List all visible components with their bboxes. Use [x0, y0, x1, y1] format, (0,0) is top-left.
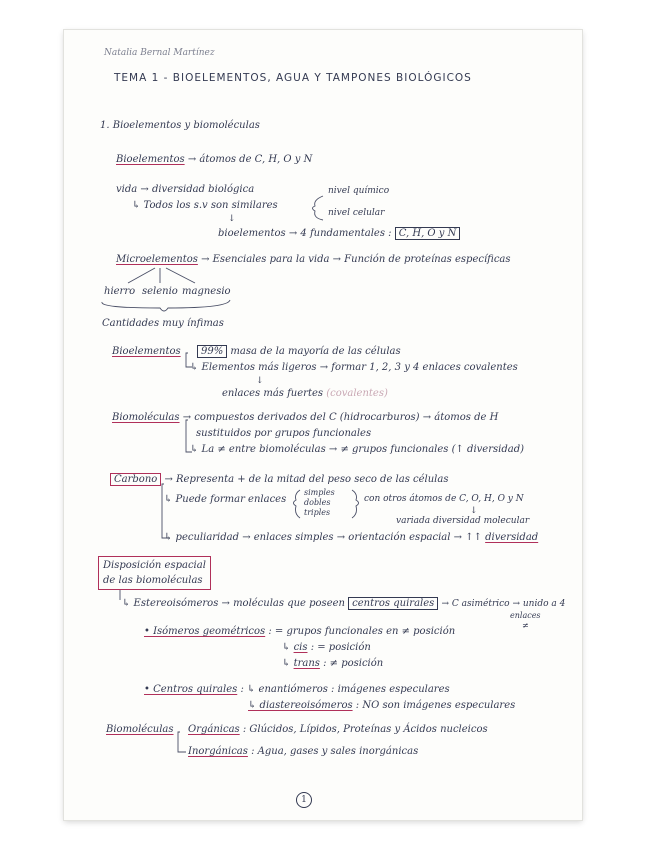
disposicion-line-1: Disposición espacial	[103, 560, 206, 571]
biomoleculas-term: Biomoléculas	[112, 412, 180, 423]
bioelementos-2-line-3	[222, 388, 388, 399]
disposicion-box	[98, 556, 211, 590]
bioelementos-fundamentales: bioelementos → 4 fundamentales :	[218, 228, 392, 239]
carbono-line-3: variada diversidad molecular	[396, 516, 530, 526]
centros-quirales-box: centros quirales	[348, 597, 438, 610]
percent-box: 99%	[197, 345, 227, 358]
nivel-celular: nivel celular	[328, 208, 385, 218]
micro-item-magnesio: magnesio	[182, 286, 231, 297]
bioelementos-term: Bioelementos	[116, 154, 185, 165]
enlaces-word: enlaces	[510, 611, 541, 620]
carbono-text-4: ↳ peculiaridad → enlaces simples → orientación espacial → ↑↑	[164, 532, 482, 543]
inorganicas-line	[188, 746, 418, 757]
enlace-dobles: dobles	[304, 498, 331, 507]
arrow-down-1: ↓	[228, 214, 236, 224]
enlaces-fuertes: enlaces más fuertes	[222, 388, 324, 399]
cis-text: : = posición	[310, 642, 371, 653]
bioelementos-2-line-1	[112, 346, 401, 357]
micro-item-selenio: selenio	[142, 286, 178, 297]
enlace-triples: triples	[304, 508, 331, 517]
estereoisomeros-line	[122, 598, 565, 609]
diastereoisomeros-term: ↳ diastereoisómeros	[248, 700, 353, 711]
carbono-line-4	[164, 532, 538, 543]
biomoleculas-line-1	[112, 412, 498, 423]
isomeros-geometricos-line	[144, 626, 455, 637]
bioelementos-2-term: Bioelementos	[112, 346, 181, 357]
organicas-text: : Glúcidos, Lípidos, Proteínas y Ácidos nucleicos	[242, 724, 488, 735]
section-heading: 1. Bioelementos y biomoléculas	[100, 120, 260, 131]
organicas-line	[188, 724, 488, 735]
cis-line: ↳ cis : = posición	[282, 642, 371, 653]
inorganicas-text: : Agua, gases y sales inorgánicas	[251, 746, 419, 757]
final-term	[106, 724, 174, 735]
not-equal-sign: ≠	[522, 621, 529, 630]
estereoisomeros-text-b: → C asimétrico → unido a 4	[441, 599, 566, 609]
isomeros-geometricos-text: : = grupos funcionales en ≠ posición	[268, 626, 456, 637]
enlace-simples: simples	[304, 488, 335, 497]
biomoleculas-text-1: → compuestos derivados del C (hidrocarburos) → átomos de H	[182, 412, 499, 423]
bioelementos-text: → átomos de C, H, O y N	[187, 154, 313, 165]
bioelementos-2-mass: masa de la mayoría de las células	[230, 346, 401, 357]
trans-text: : ≠ posición	[323, 658, 384, 669]
arrow-down-2: ↓	[256, 376, 264, 386]
inorganicas-term: Inorgánicas	[188, 746, 248, 757]
diversidad-underlined: diversidad	[485, 532, 539, 543]
vida-line-1: vida → diversidad biológica	[116, 184, 255, 195]
arrow-down-3: ↓	[470, 506, 478, 516]
diastereoisomeros-line	[248, 700, 515, 711]
centros-quirales-term: • Centros quirales	[144, 684, 238, 695]
author-name: Natalia Bernal Martínez	[104, 48, 215, 58]
nivel-quimico: nivel químico	[328, 186, 390, 196]
cis-term: cis	[293, 642, 308, 653]
microelementos-line	[116, 254, 511, 265]
estereoisomeros-text: ↳ Estereoisómeros → moléculas que poseen	[122, 598, 345, 609]
biomoleculas-line-2: sustituidos por grupos funcionales	[196, 428, 372, 439]
bioelementos-definition	[116, 154, 312, 165]
vida-line-2: ↳ Todos los s.v son similares	[132, 200, 278, 211]
isomeros-geometricos-term: • Isómeros geométricos	[144, 626, 266, 637]
organicas-term: Orgánicas	[188, 724, 240, 735]
carbono-text-1: → Representa + de la mitad del peso seco de las células	[164, 474, 449, 485]
trans-term: trans	[293, 658, 320, 669]
biomoleculas-final-term: Biomoléculas	[106, 724, 174, 735]
microelementos-term: Microelementos	[116, 254, 198, 265]
carbono-line-2b: con otros átomos de C, O, H, O y N	[364, 494, 524, 504]
chon-box: C, H, O y N	[395, 227, 461, 240]
micro-note: Cantidades muy ínfimas	[102, 318, 224, 329]
page-title: TEMA 1 - BIOELEMENTOS, AGUA Y TAMPONES BIOLÓGICOS	[114, 72, 472, 84]
biomoleculas-line-3: ↳ La ≠ entre biomoléculas → ≠ grupos funcionales (↑ diversidad)	[190, 444, 525, 455]
carbono-line-2: ↳ Puede formar enlaces	[164, 494, 287, 505]
vida-line-3	[218, 228, 460, 239]
trans-line: ↳ trans : ≠ posición	[282, 658, 384, 669]
micro-item-hierro: hierro	[104, 286, 136, 297]
centros-quirales-line	[144, 684, 450, 695]
centros-quirales-text: : ↳ enantiómeros : imágenes especulares	[240, 684, 450, 695]
disposicion-line-2: de las biomoléculas	[103, 575, 203, 586]
diastereoisomeros-text: : NO son imágenes especulares	[355, 700, 516, 711]
microelementos-text: → Esenciales para la vida → Función de proteínas específicas	[201, 254, 511, 265]
carbono-line-1	[110, 474, 448, 485]
covalentes-faint: (covalentes)	[326, 388, 388, 399]
page-number: 1	[296, 792, 312, 808]
carbono-term: Carbono	[110, 473, 161, 486]
bioelementos-2-line-2: ↳ Elementos más ligeros → formar 1, 2, 3 y 4 enlaces covalentes	[190, 362, 518, 373]
